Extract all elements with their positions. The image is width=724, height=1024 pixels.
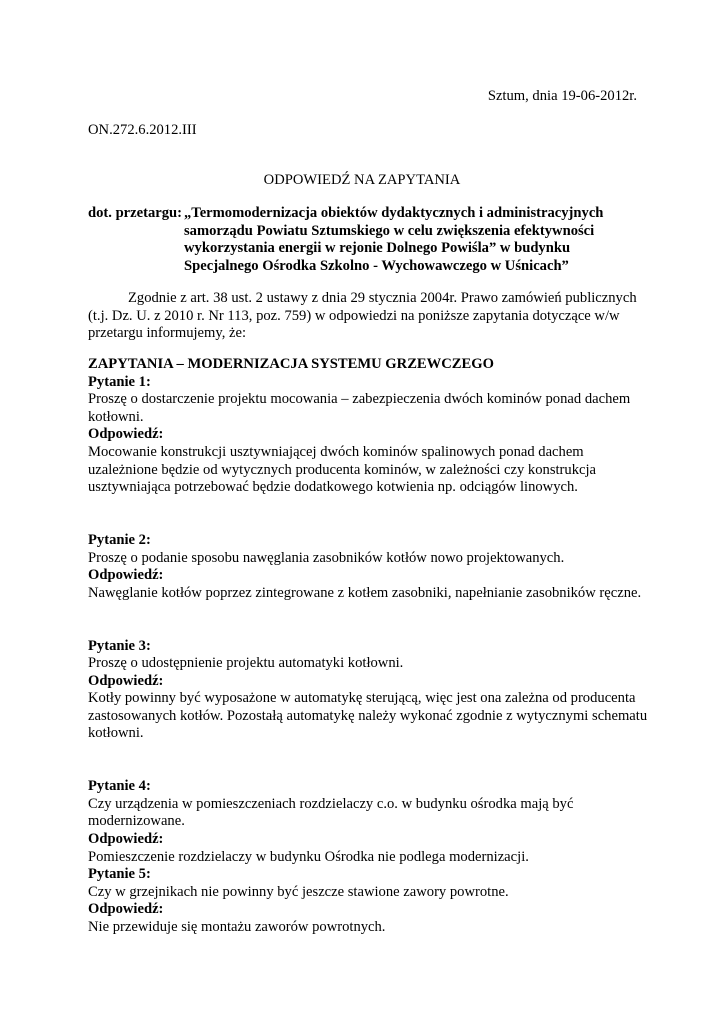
answer-label: Odpowiedź: bbox=[88, 672, 164, 689]
answer-text: Pomieszczenie rozdzielaczy w budynku Ośrodka nie podlega modernizacji. bbox=[88, 848, 529, 865]
question-label: Pytanie 5: bbox=[88, 866, 151, 883]
answer-text: Nawęglanie kotłów poprzez zintegrowane z kotłem zasobniki, napełnianie zasobników ręczne. bbox=[88, 584, 642, 601]
intro-text: Zgodnie z art. 38 ust. 2 ustawy z dnia 29 stycznia 2004r. Prawo zamówień publicznych (t.j. Dz. U. z 2010 r. Nr 113, poz. 759) w odpowiedzi na poniższe zapytania dotyczące w/w przetargu informujemy, że: bbox=[88, 290, 637, 342]
answer-label: Odpowiedź: bbox=[88, 831, 164, 848]
question-text: Proszę o dostarczenie projektu mocowania – zabezpieczenia dwóch kominów ponad dachem kotłowni. bbox=[88, 391, 631, 425]
question-label: Pytanie 4: bbox=[88, 778, 151, 795]
section-title: ZAPYTANIA – MODERNIZACJA SYSTEMU GRZEWCZEGO bbox=[88, 356, 494, 372]
question-text: Czy w grzejnikach nie powinny być jeszcze stawione zawory powrotne. bbox=[88, 883, 509, 900]
qa-item-5 bbox=[88, 866, 648, 936]
qa-item-3 bbox=[88, 638, 648, 744]
question-label: Pytanie 1: bbox=[88, 373, 151, 390]
qa-item-4 bbox=[88, 778, 648, 866]
answer-text: Nie przewiduje się montażu zaworów powrotnych. bbox=[88, 919, 386, 935]
answer-text: Mocowanie konstrukcji usztywniającej dwóch kominów spalinowych ponad dachem uzależnione będzie od wytycznych producenta kominów, w zależności czy konstrukcja usztywniająca potrzebować będzie dodatkowego kotwienia np. odciągów linowych. bbox=[88, 443, 597, 496]
qa-item-2 bbox=[88, 532, 648, 602]
answer-label: Odpowiedź: bbox=[88, 901, 164, 918]
tender-subject bbox=[88, 205, 648, 275]
questions-section bbox=[88, 356, 648, 937]
question-text: Proszę o udostępnienie projektu automatyki kotłowni. bbox=[88, 655, 404, 672]
qa-item-1 bbox=[88, 374, 648, 497]
answer-label: Odpowiedź: bbox=[88, 567, 164, 584]
reference-number: ON.272.6.2012.III bbox=[88, 122, 197, 138]
question-label: Pytanie 3: bbox=[88, 637, 151, 654]
place-and-date: Sztum, dnia 19-06-2012r. bbox=[487, 88, 637, 104]
intro-paragraph bbox=[88, 290, 648, 343]
document-title: ODPOWIEDŹ NA ZAPYTANIA bbox=[263, 172, 461, 188]
subject-label: dot. przetargu: bbox=[88, 205, 183, 221]
answer-label: Odpowiedź: bbox=[88, 426, 164, 443]
question-text: Czy urządzenia w pomieszczeniach rozdzielaczy c.o. w budynku ośrodka mają być modernizowane. bbox=[88, 795, 574, 830]
subject-text: „Termomodernizacja obiektów dydaktycznych i administracyjnych samorządu Powiatu Sztumskiego w celu zwiększenia efektywności wykorzystania energii w rejonie Dolnego Powiśla” w budynku Specjalnego Ośrodka Szkolno - Wychowawczego w Uśnicach” bbox=[184, 205, 604, 274]
question-label: Pytanie 2: bbox=[88, 531, 151, 548]
question-text: Proszę o podanie sposobu nawęglania zasobników kotłów nowo projektowanych. bbox=[88, 549, 565, 566]
answer-text: Kotły powinny być wyposażone w automatykę sterującą, więc jest ona zależna od producenta zastosowanych kotłów. Pozostałą automatykę należy wykonać zgodnie z wytycznymi schematu kotłowni. bbox=[88, 690, 648, 742]
